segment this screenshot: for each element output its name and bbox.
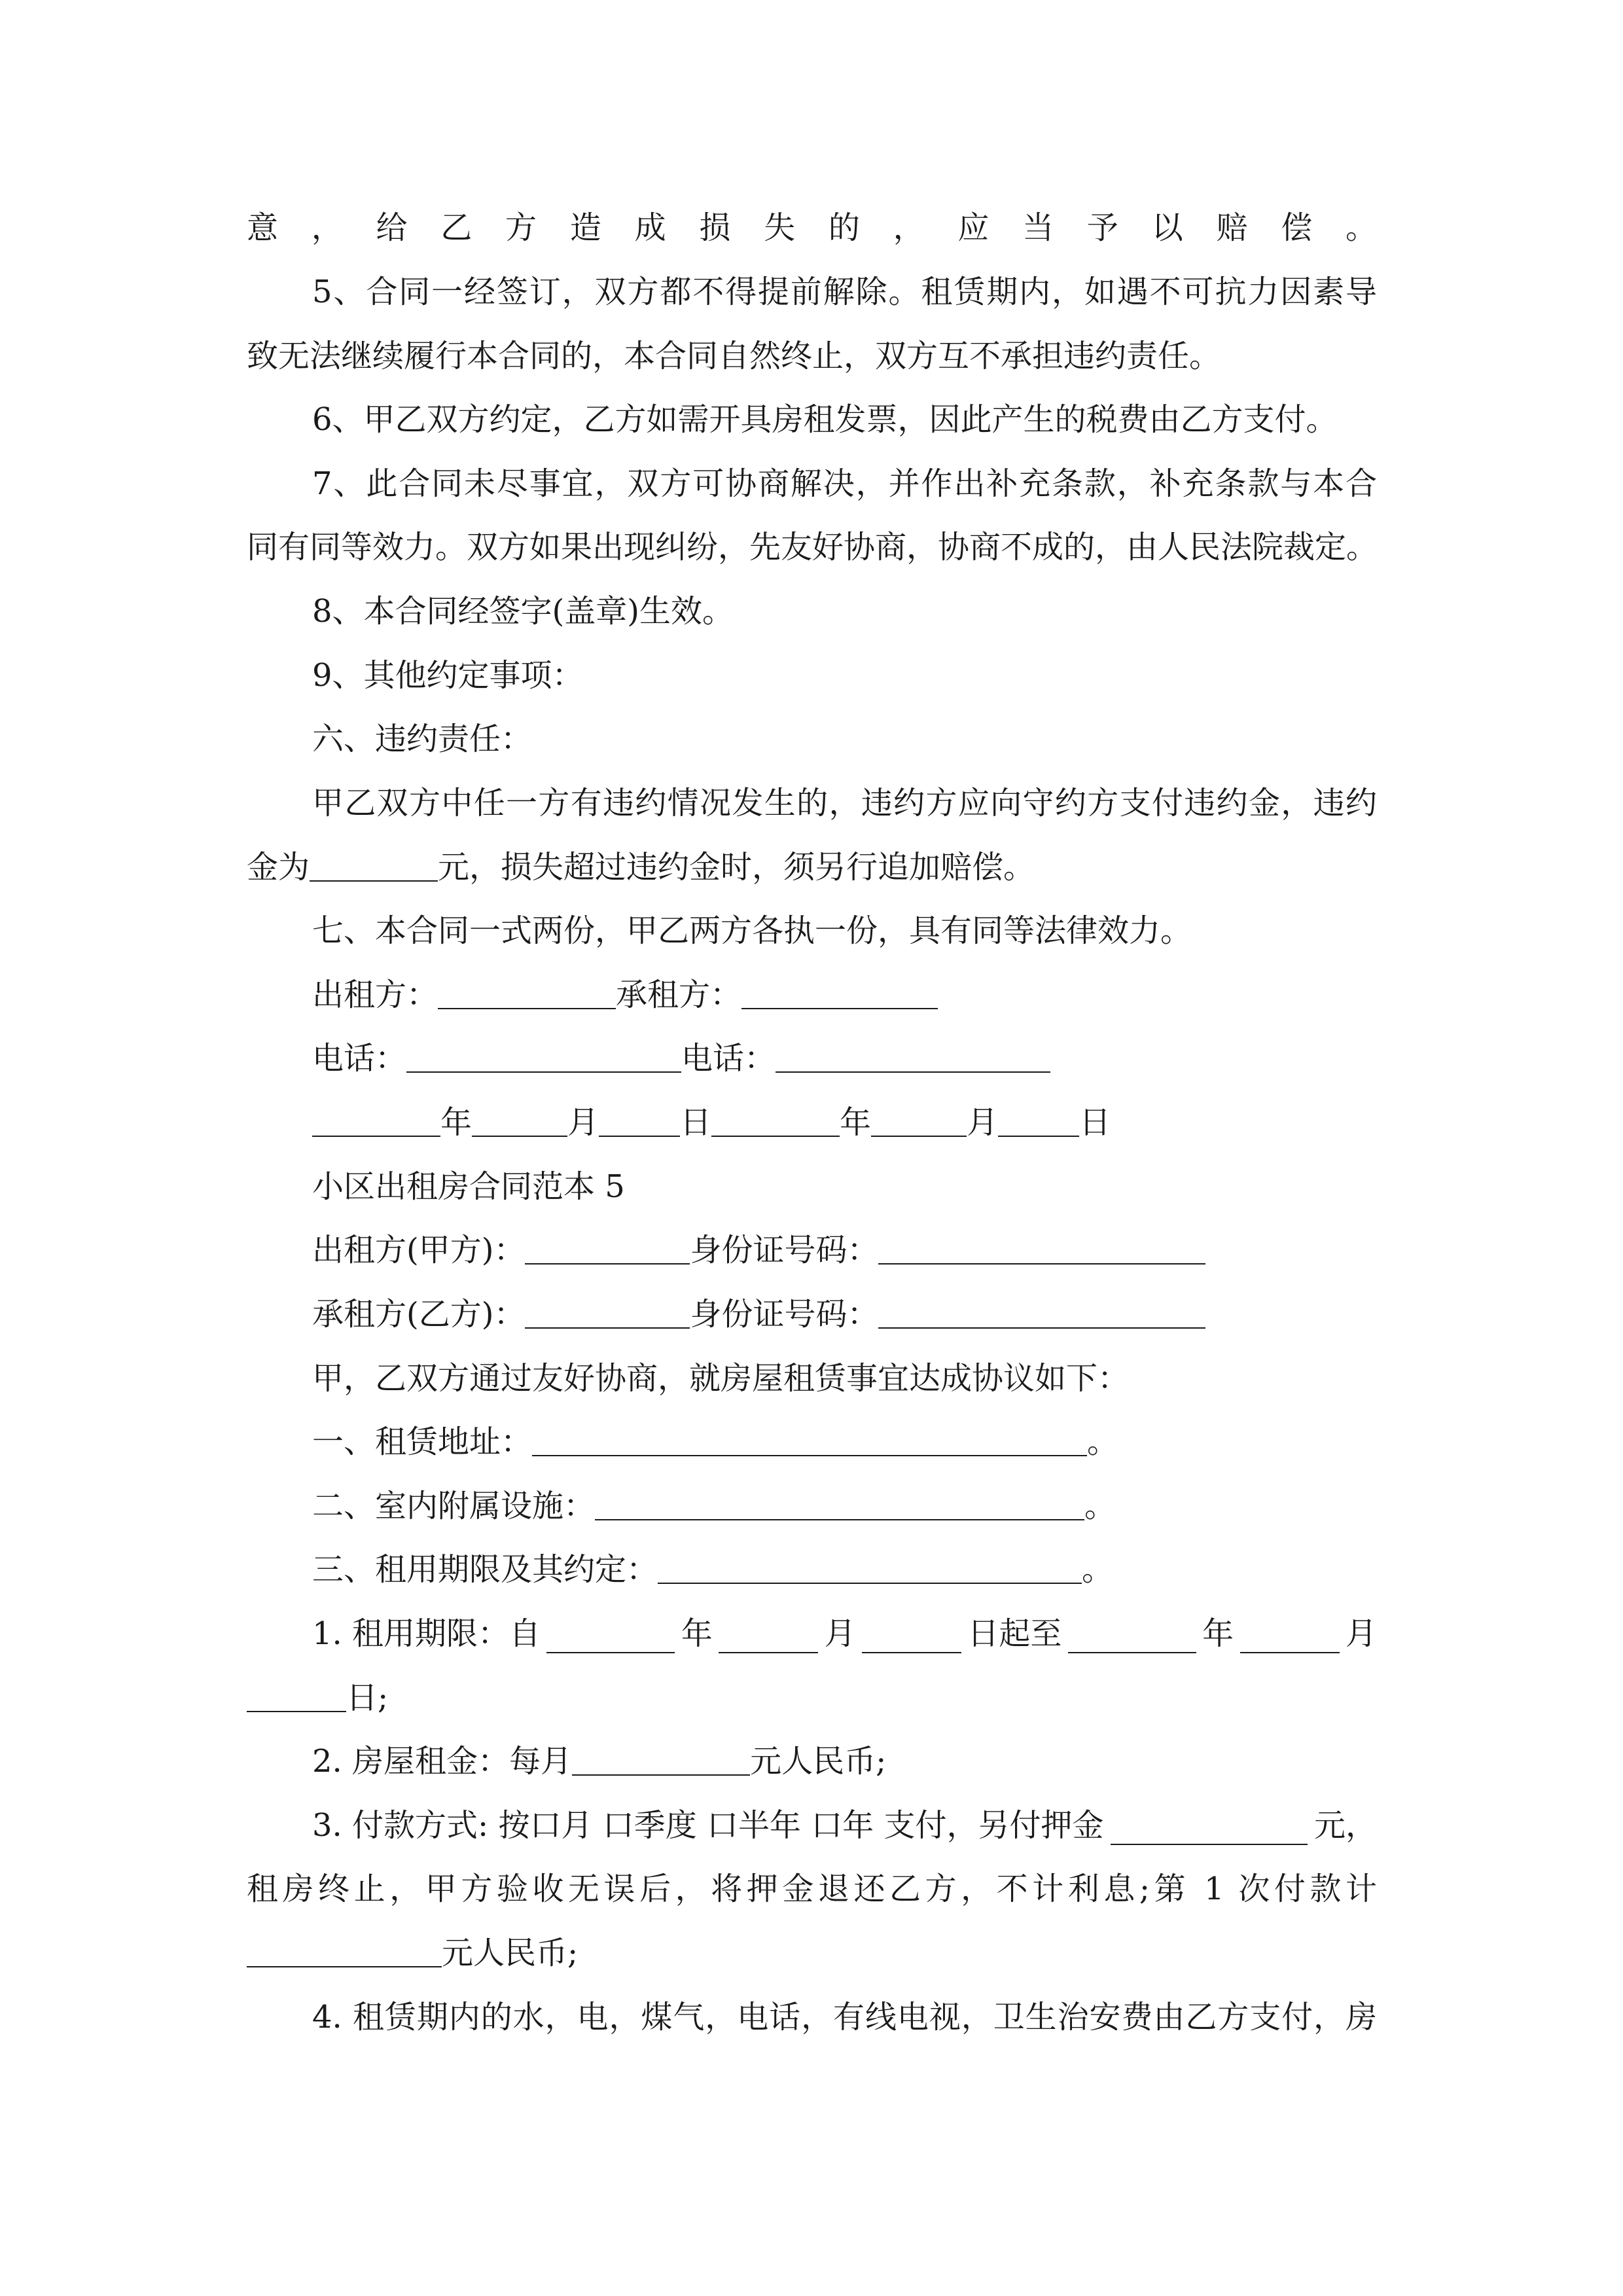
- id-number-blank[interactable]: [878, 1233, 1205, 1265]
- section-heading-7: [312, 911, 1192, 950]
- text-fragment: 元，损失超过违约金时，须另行追加赔偿。: [438, 849, 1035, 886]
- text-fragment: 元人民币;: [750, 1743, 887, 1780]
- text-fragment: 月: [1345, 1615, 1377, 1652]
- lessor-row: [312, 1230, 1205, 1270]
- text-line: [247, 336, 1221, 376]
- phone-blank[interactable]: [776, 1041, 1050, 1073]
- label-lessor: 出租方(甲方)：: [312, 1232, 526, 1268]
- text-fragment: 年: [440, 1104, 473, 1141]
- text-fragment: 月: [967, 1104, 999, 1141]
- label-phone: 电话：: [681, 1040, 776, 1077]
- payment-method-row: [312, 1806, 1377, 1845]
- text-fragment: 月: [567, 1104, 599, 1141]
- year-blank[interactable]: [546, 1622, 675, 1653]
- year-blank[interactable]: [312, 1105, 440, 1137]
- month-blank[interactable]: [1240, 1622, 1340, 1653]
- text-line-content: 意，给乙方造成损失的，应当予以赔偿。: [247, 209, 1377, 246]
- text-fragment: 元，: [1313, 1807, 1377, 1844]
- year-blank[interactable]: [1068, 1622, 1196, 1653]
- phone-row: [312, 1039, 1050, 1078]
- rent-row: [312, 1742, 886, 1781]
- address-blank[interactable]: [532, 1425, 1087, 1456]
- text-line-content: 甲，乙双方通过友好协商，就房屋租赁事宜达成协议如下：: [312, 1360, 1130, 1397]
- text-fragment: 一、租赁地址：: [312, 1424, 533, 1460]
- text-fragment: 日: [680, 1104, 712, 1141]
- text-fragment: 。: [1084, 1488, 1116, 1524]
- contract-title: [312, 1167, 625, 1206]
- agreement-intro: [312, 1359, 1129, 1398]
- text-line: [247, 1678, 388, 1717]
- label-id-number: 身份证号码：: [690, 1232, 879, 1268]
- breach-paragraph: [312, 783, 1377, 823]
- signature-parties-row: [312, 975, 938, 1014]
- text-fragment: 日;: [346, 1679, 389, 1716]
- deposit-blank[interactable]: [1111, 1814, 1308, 1845]
- text-fragment: 1. 租用期限：自: [312, 1615, 541, 1652]
- text-fragment: 三、租用期限及其约定：: [312, 1551, 658, 1588]
- id-number-blank[interactable]: [878, 1297, 1205, 1329]
- text-line-content: 9、其他约定事项：: [312, 657, 584, 694]
- year-blank[interactable]: [711, 1105, 840, 1137]
- text-line: [247, 848, 1035, 887]
- section-1-address: [312, 1422, 1118, 1462]
- text-fragment: 年: [1202, 1615, 1234, 1652]
- text-line-content: 6、甲乙双方约定，乙方如需开具房租发票，因此产生的税费由乙方支付。: [312, 401, 1338, 438]
- text-fragment: 年: [840, 1104, 872, 1141]
- month-blank[interactable]: [871, 1105, 967, 1137]
- text-line-content: 七、本合同一式两份，甲乙两方各执一份，具有同等法律效力。: [312, 912, 1192, 949]
- text-line-content: 租房终止，甲方验收无误后，将押金退还乙方，不计利息;第 1 次付款计: [247, 1871, 1377, 1907]
- lessee-blank[interactable]: [525, 1297, 690, 1329]
- text-line-content: 小区出租房合同范本 5: [312, 1168, 625, 1205]
- blank-field[interactable]: [310, 850, 438, 882]
- clause-9: [312, 656, 584, 695]
- text-line-content: 5、合同一经签订，双方都不得提前解除。租赁期内，如遇不可抗力因素导: [312, 274, 1377, 310]
- text-fragment: 。: [1082, 1551, 1114, 1588]
- label-lessee: 承租方(乙方)：: [312, 1296, 526, 1333]
- lessor-blank[interactable]: [525, 1233, 690, 1265]
- text-fragment: 2. 房屋租金：每月: [312, 1743, 573, 1780]
- term-blank[interactable]: [658, 1552, 1082, 1584]
- section-2-facilities: [312, 1486, 1116, 1526]
- text-line: [247, 208, 1377, 247]
- text-fragment: 元人民币;: [442, 1935, 579, 1971]
- clause-8: [312, 592, 734, 631]
- text-fragment: 月: [824, 1615, 856, 1652]
- text-line: [247, 1869, 1377, 1909]
- rent-amount-blank[interactable]: [572, 1744, 750, 1776]
- text-fragment: 。: [1087, 1424, 1119, 1460]
- rental-period-row: [312, 1614, 1377, 1653]
- day-blank[interactable]: [599, 1105, 680, 1137]
- lessee-row: [312, 1295, 1205, 1334]
- label-lessor: 出租方：: [312, 977, 438, 1013]
- label-lessee: 承租方：: [616, 977, 742, 1013]
- section-heading-6: [312, 719, 532, 759]
- month-blank[interactable]: [472, 1105, 567, 1137]
- text-fragment: 金为: [247, 849, 310, 886]
- utilities-clause: [312, 1998, 1377, 2037]
- date-row: [312, 1103, 1111, 1142]
- text-fragment: 二、室内附属设施：: [312, 1488, 596, 1524]
- text-line: [247, 1933, 578, 1973]
- text-line-content: 甲乙双方中任一方有违约情况发生的，违约方应向守约方支付违约金，违约: [312, 785, 1377, 821]
- text-line-content: 同有同等效力。双方如果出现纠纷，先友好协商，协商不成的，由人民法院裁定。: [247, 529, 1378, 565]
- facilities-blank[interactable]: [595, 1489, 1084, 1520]
- text-fragment: 年: [681, 1615, 713, 1652]
- text-fragment: 日: [1079, 1104, 1111, 1141]
- label-phone: 电话：: [312, 1040, 407, 1077]
- text-line-content: 7、此合同未尽事宜，双方可协商解决，并作出补充条款，补充条款与本合: [312, 465, 1377, 502]
- month-blank[interactable]: [719, 1622, 818, 1653]
- label-id-number: 身份证号码：: [690, 1296, 879, 1333]
- section-3-term: [312, 1550, 1113, 1589]
- day-blank[interactable]: [862, 1622, 961, 1653]
- lessor-blank[interactable]: [438, 978, 616, 1009]
- clause-6: [312, 400, 1338, 439]
- text-line-content: 4. 租赁期内的水，电，煤气，电话，有线电视，卫生治安费由乙方支付，房: [312, 1999, 1377, 2036]
- lessee-blank[interactable]: [741, 978, 938, 1009]
- text-line: [247, 528, 1378, 567]
- day-blank[interactable]: [998, 1105, 1079, 1137]
- clause-5: [312, 272, 1377, 312]
- phone-blank[interactable]: [406, 1041, 681, 1073]
- text-line-content: 六、违约责任：: [312, 721, 533, 757]
- clause-7: [312, 464, 1377, 503]
- text-fragment: 日起至: [967, 1615, 1062, 1652]
- day-blank[interactable]: [247, 1681, 346, 1712]
- text-line-content: 8、本合同经签字(盖章)生效。: [312, 593, 734, 630]
- first-payment-blank[interactable]: [247, 1936, 442, 1967]
- text-fragment: 3. 付款方式: 按口月 口季度 口半年 口年 支付，另付押金: [312, 1807, 1104, 1844]
- text-line-content: 致无法继续履行本合同的，本合同自然终止，双方互不承担违约责任。: [247, 338, 1221, 374]
